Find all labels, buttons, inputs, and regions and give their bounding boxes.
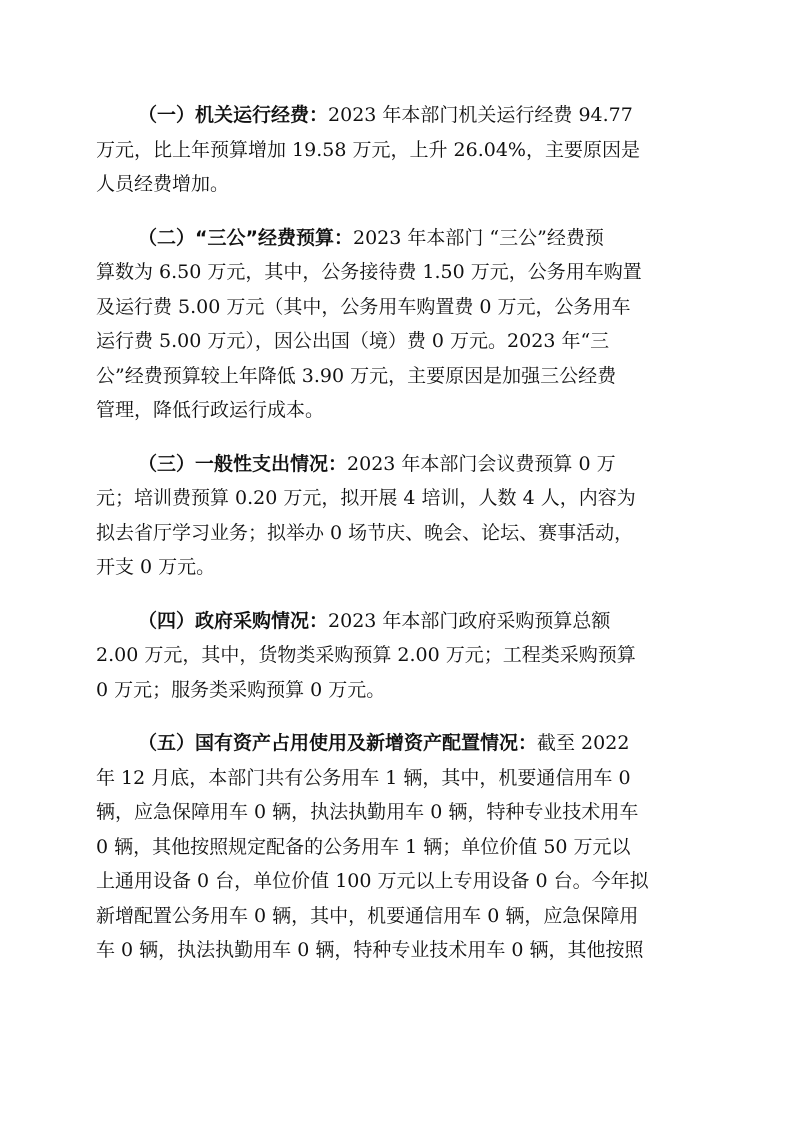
paragraph-line: 0 辆，其他按照规定配备的公务用车 1 辆；单位价值 50 万元以 bbox=[96, 835, 631, 858]
paragraph-line: 车 0 辆，执法执勤用车 0 辆，特种专业技术用车 0 辆，其他按照 bbox=[96, 939, 644, 961]
paragraph-line bbox=[96, 221, 696, 256]
paragraph-line: 上通用设备 0 台，单位价值 100 万元以上专用设备 0 台。今年拟 bbox=[96, 870, 649, 892]
document-page bbox=[96, 98, 696, 987]
section-operating-expenses bbox=[96, 98, 696, 202]
paragraph-line bbox=[96, 726, 696, 761]
paragraph-text: 2023 年本部门机关运行经费 94.77 bbox=[328, 104, 633, 126]
paragraph-text: 2023 年本部门会议费预算 0 万 bbox=[347, 452, 616, 475]
paragraph-line bbox=[96, 604, 696, 639]
paragraph-line: 及运行费 5.00 万元（其中，公务用车购置费 0 万元，公务用车 bbox=[96, 295, 631, 318]
paragraph-line: 新增配置公务用车 0 辆，其中，机要通信用车 0 辆，应急保障用 bbox=[96, 904, 639, 927]
section-heading: （一）机关运行经费： bbox=[138, 104, 329, 126]
section-government-procurement bbox=[96, 604, 696, 708]
paragraph-line: 拟去省厅学习业务；拟举办 0 场节庆、晚会、论坛、赛事活动， bbox=[96, 521, 634, 544]
paragraph-line: 管理，降低行政运行成本。 bbox=[96, 399, 325, 421]
paragraph-line: 人员经费增加。 bbox=[96, 173, 230, 195]
paragraph-line: 公”经费预算较上年降低 3.90 万元，主要原因是加强三公经费 bbox=[96, 364, 617, 387]
paragraph-line: 年 12 月底，本部门共有公务用车 1 辆，其中，机要通信用车 0 bbox=[96, 766, 631, 789]
section-heading: （五）国有资产占用使用及新增资产配置情况： bbox=[138, 732, 538, 754]
paragraph-line bbox=[96, 447, 696, 482]
paragraph-line: 辆，应急保障用车 0 辆，执法执勤用车 0 辆，特种专业技术用车 bbox=[96, 801, 639, 823]
section-general-expenditure bbox=[96, 447, 696, 585]
section-three-public-expenses bbox=[96, 221, 696, 428]
paragraph-line: 0 万元；服务类采购预算 0 万元。 bbox=[96, 678, 386, 701]
paragraph-line: 万元，比上年预算增加 19.58 万元，上升 26.04%，主要原因是 bbox=[96, 138, 640, 161]
section-heading: （四）政府采购情况： bbox=[138, 609, 329, 632]
paragraph-line: 运行费 5.00 万元），因公出国（境）费 0 万元。2023 年“三 bbox=[96, 330, 610, 352]
paragraph-line: 2.00 万元，其中，货物类采购预算 2.00 万元；工程类采购预算 bbox=[96, 644, 636, 666]
paragraph-line bbox=[96, 98, 696, 133]
section-heading: （三）一般性支出情况： bbox=[138, 452, 348, 475]
paragraph-line: 元；培训费预算 0.20 万元，拟开展 4 培训，人数 4 人，内容为 bbox=[96, 487, 636, 509]
section-state-assets bbox=[96, 726, 696, 968]
paragraph-line: 算数为 6.50 万元，其中，公务接待费 1.50 万元，公务用车购置 bbox=[96, 261, 642, 283]
paragraph-line: 开支 0 万元。 bbox=[96, 556, 216, 578]
paragraph-text: 2023 年本部门 “三公”经费预 bbox=[352, 226, 604, 249]
paragraph-text: 截至 2022 bbox=[537, 732, 630, 754]
paragraph-text: 2023 年本部门政府采购预算总额 bbox=[328, 609, 611, 632]
section-heading: （二）“三公”经费预算： bbox=[138, 226, 353, 249]
